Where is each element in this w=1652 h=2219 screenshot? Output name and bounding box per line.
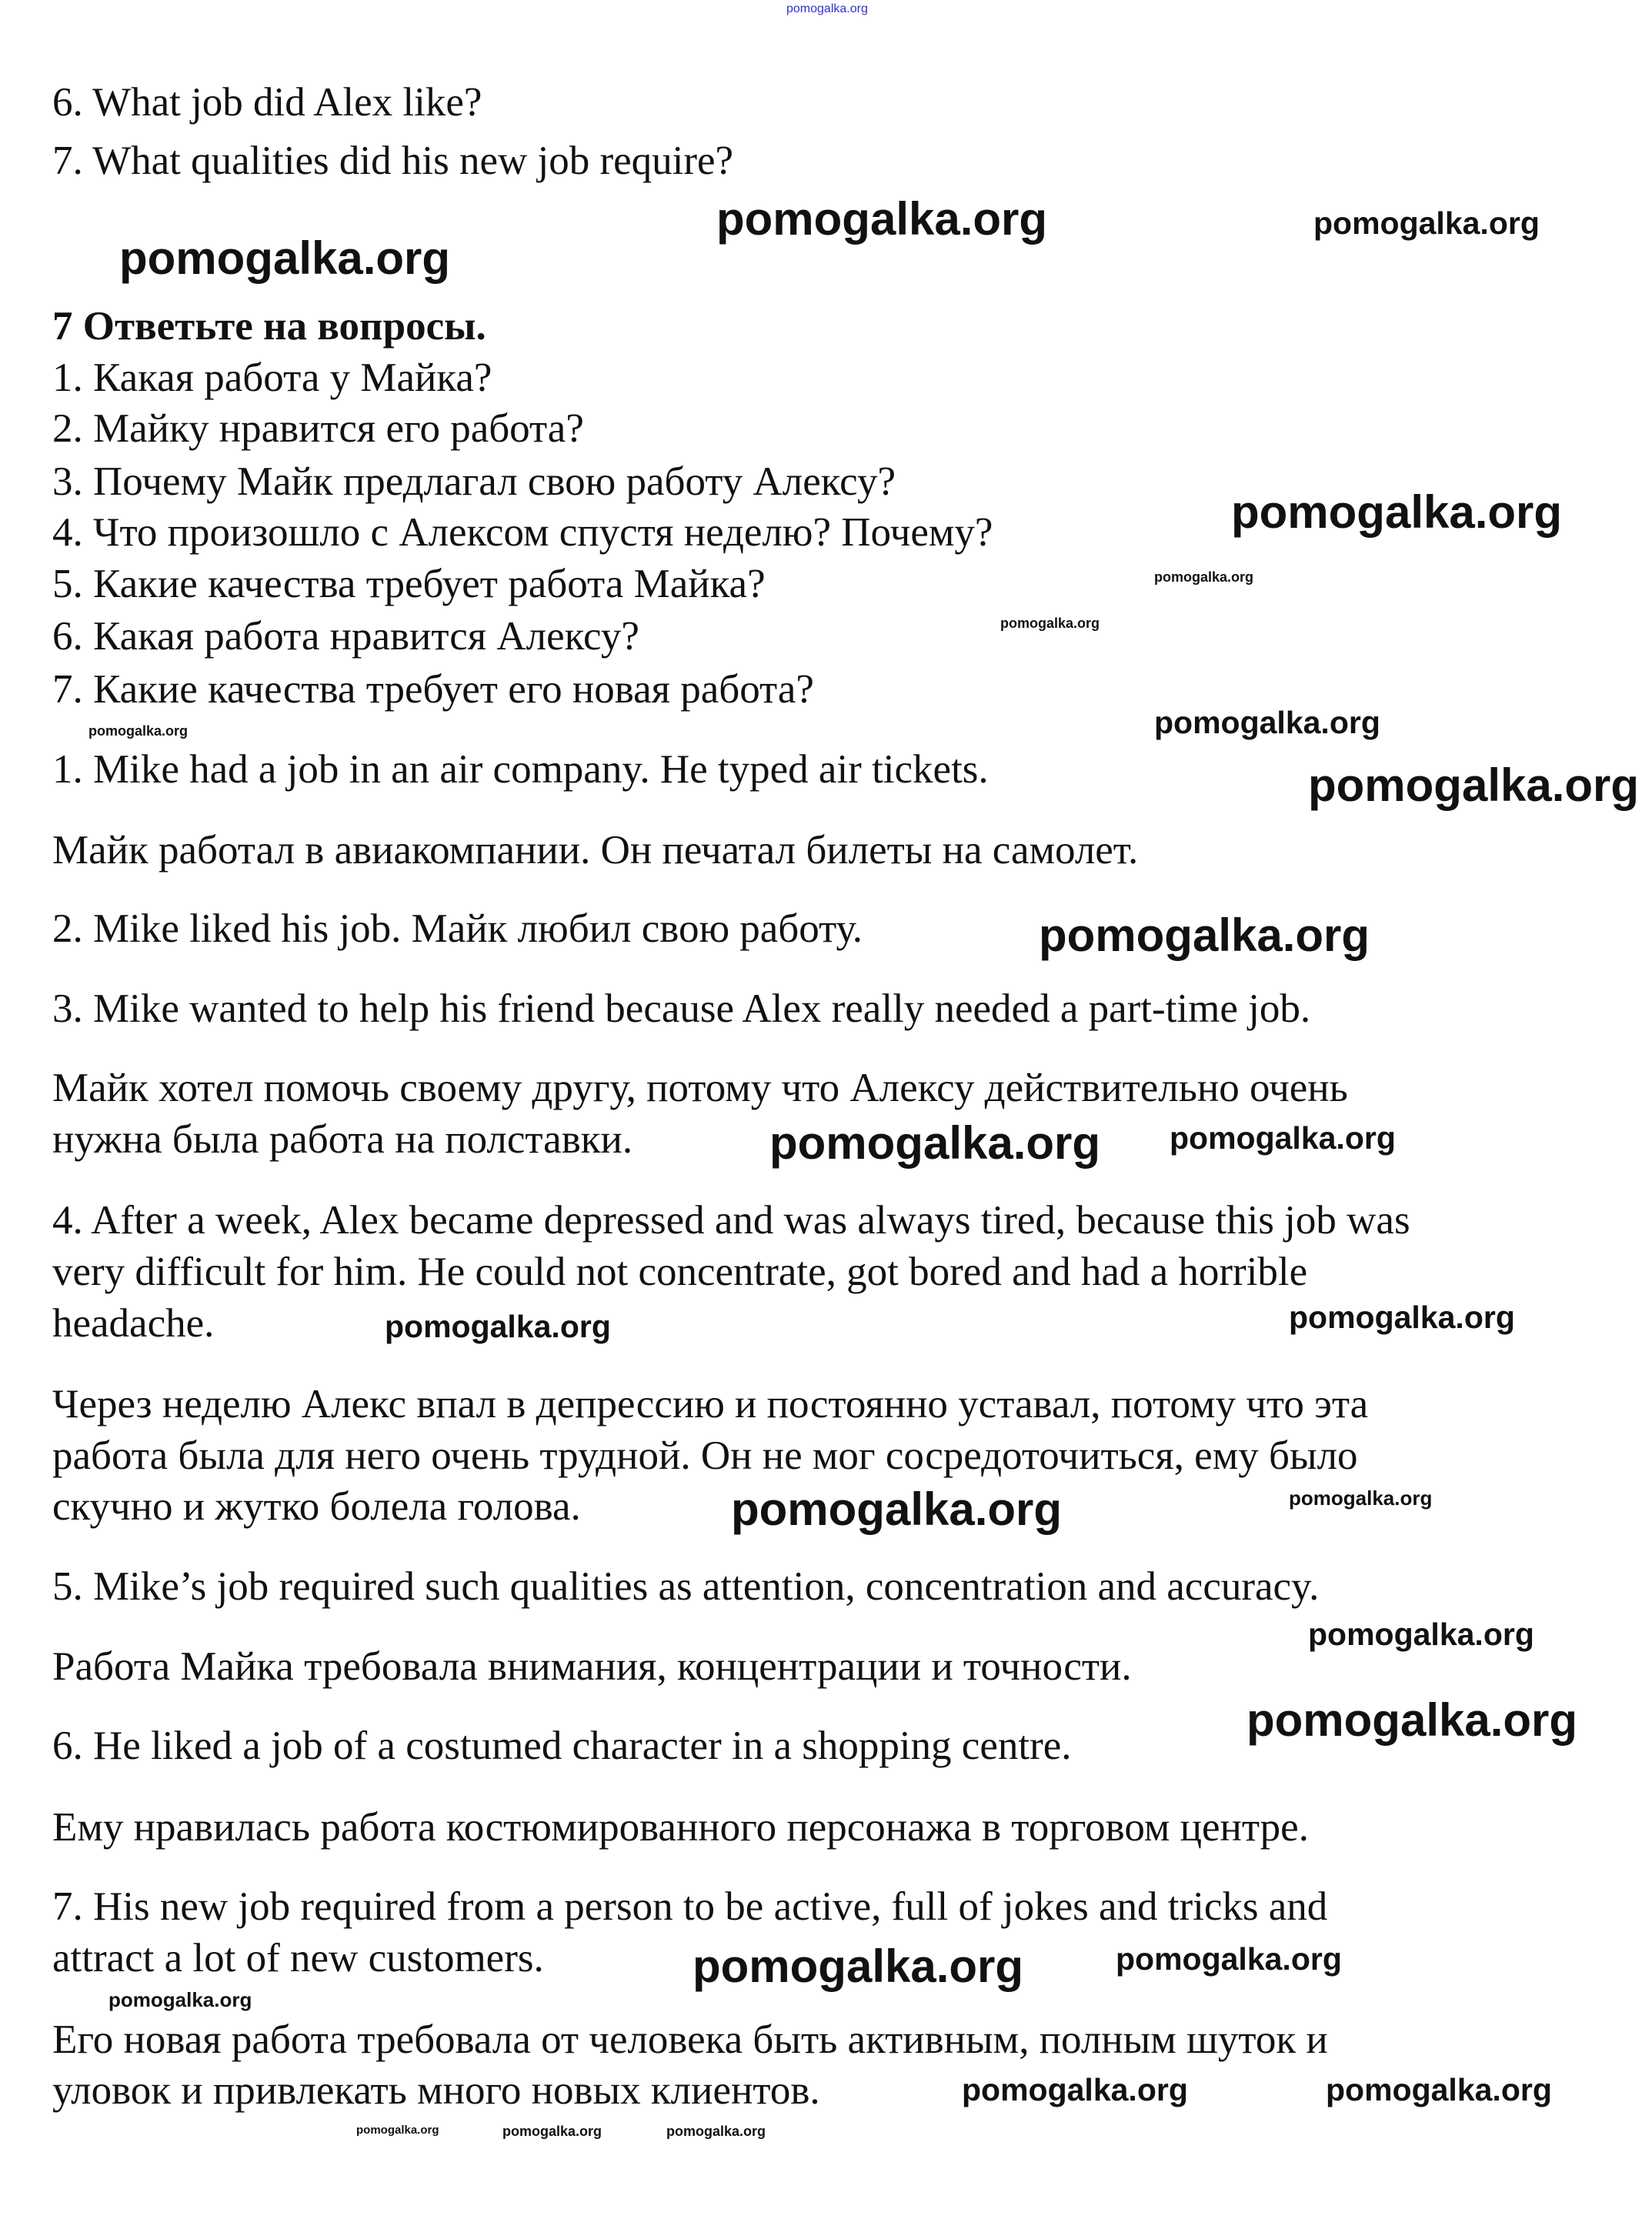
watermark: pomogalka.org <box>356 2124 439 2137</box>
watermark: pomogalka.org <box>1154 569 1254 585</box>
question-6-en: 6. What job did Alex like? <box>52 80 482 125</box>
watermark: pomogalka.org <box>1308 1617 1534 1652</box>
answer-3-ru: Майк хотел помочь своему другу, потому что Алексу действительно очень <box>52 1066 1348 1110</box>
watermark: pomogalka.org <box>502 2124 602 2139</box>
watermark: pomogalka.org <box>1289 1300 1515 1335</box>
watermark: pomogalka.org <box>1000 616 1100 631</box>
question-5-ru: 5. Какие качества требует работа Майка? <box>52 562 766 606</box>
answer-4-en: 4. After a week, Alex became depressed and was always tired, because this job was <box>52 1198 1410 1243</box>
watermark: pomogalka.org <box>1313 205 1540 241</box>
watermark: pomogalka.org <box>1116 1941 1342 1977</box>
answer-1-en: 1. Mike had a job in an air company. He typed air tickets. <box>52 747 989 792</box>
watermark: pomogalka.org <box>731 1483 1063 1535</box>
answer-3-en: 3. Mike wanted to help his friend because Alex really needed a part-time job. <box>52 986 1311 1031</box>
watermark: pomogalka.org <box>1247 1694 1578 1746</box>
watermark: pomogalka.org <box>119 232 451 284</box>
question-1-ru: 1. Какая работа у Майка? <box>52 355 492 400</box>
question-3-ru: 3. Почему Майк предлагал свою работу Алексу? <box>52 459 896 504</box>
watermark: pomogalka.org <box>1039 909 1370 961</box>
watermark: pomogalka.org <box>962 2072 1188 2107</box>
watermark: pomogalka.org <box>1326 2072 1552 2107</box>
watermark: pomogalka.org <box>1308 759 1640 811</box>
watermark: pomogalka.org <box>716 193 1048 245</box>
question-7-en: 7. What qualities did his new job require? <box>52 138 734 183</box>
watermark: pomogalka.org <box>693 1940 1024 1992</box>
watermark: pomogalka.org <box>1231 486 1563 538</box>
watermark: pomogalka.org <box>1289 1487 1433 1510</box>
answer-3-ru-cont: нужна была работа на полставки. <box>52 1117 633 1162</box>
question-6-ru: 6. Какая работа нравится Алексу? <box>52 614 639 659</box>
answer-5-ru: Работа Майка требовала внимания, концентрации и точности. <box>52 1644 1132 1689</box>
answer-6-en: 6. He liked a job of a costumed character in a shopping centre. <box>52 1723 1072 1768</box>
answer-1-ru: Майк работал в авиакомпании. Он печатал билеты на самолет. <box>52 828 1139 873</box>
question-2-ru: 2. Майку нравится его работа? <box>52 406 584 451</box>
watermark-header: pomogalka.org <box>786 2 868 15</box>
watermark: pomogalka.org <box>769 1117 1101 1169</box>
answer-7-ru-cont: уловок и привлекать много новых клиентов. <box>52 2068 820 2113</box>
answer-4-en-cont: headache. <box>52 1301 215 1346</box>
answer-2: 2. Mike liked his job. Майк любил свою работу. <box>52 906 863 951</box>
answer-4-en-cont: very difficult for him. He could not concentrate, got bored and had a horrible <box>52 1250 1308 1294</box>
answer-6-ru: Ему нравилась работа костюмированного персонажа в торговом центре. <box>52 1805 1309 1850</box>
watermark: pomogalka.org <box>1154 705 1380 740</box>
section-heading: 7 Ответьте на вопросы. <box>52 304 486 349</box>
answer-4-ru-cont: скучно и жутко болела голова. <box>52 1484 581 1529</box>
watermark: pomogalka.org <box>385 1309 611 1344</box>
answer-7-en-cont: attract a lot of new customers. <box>52 1936 544 1980</box>
watermark: pomogalka.org <box>108 1988 252 2011</box>
answer-5-en: 5. Mike’s job required such qualities as attention, concentration and accuracy. <box>52 1564 1320 1609</box>
answer-7-ru: Его новая работа требовала от человека быть активным, полным шуток и <box>52 2017 1328 2062</box>
answer-7-en: 7. His new job required from a person to be active, full of jokes and tricks and <box>52 1884 1328 1929</box>
answer-4-ru-cont: работа была для него очень трудной. Он не мог сосредоточиться, ему было <box>52 1433 1358 1478</box>
question-7-ru: 7. Какие качества требует его новая работа? <box>52 667 814 712</box>
question-4-ru: 4. Что произошло с Алексом спустя неделю? Почему? <box>52 510 993 555</box>
watermark: pomogalka.org <box>88 723 189 739</box>
answer-4-ru: Через неделю Алекс впал в депрессию и постоянно уставал, потому что эта <box>52 1382 1369 1426</box>
watermark: pomogalka.org <box>1170 1120 1396 1156</box>
watermark: pomogalka.org <box>666 2124 766 2139</box>
